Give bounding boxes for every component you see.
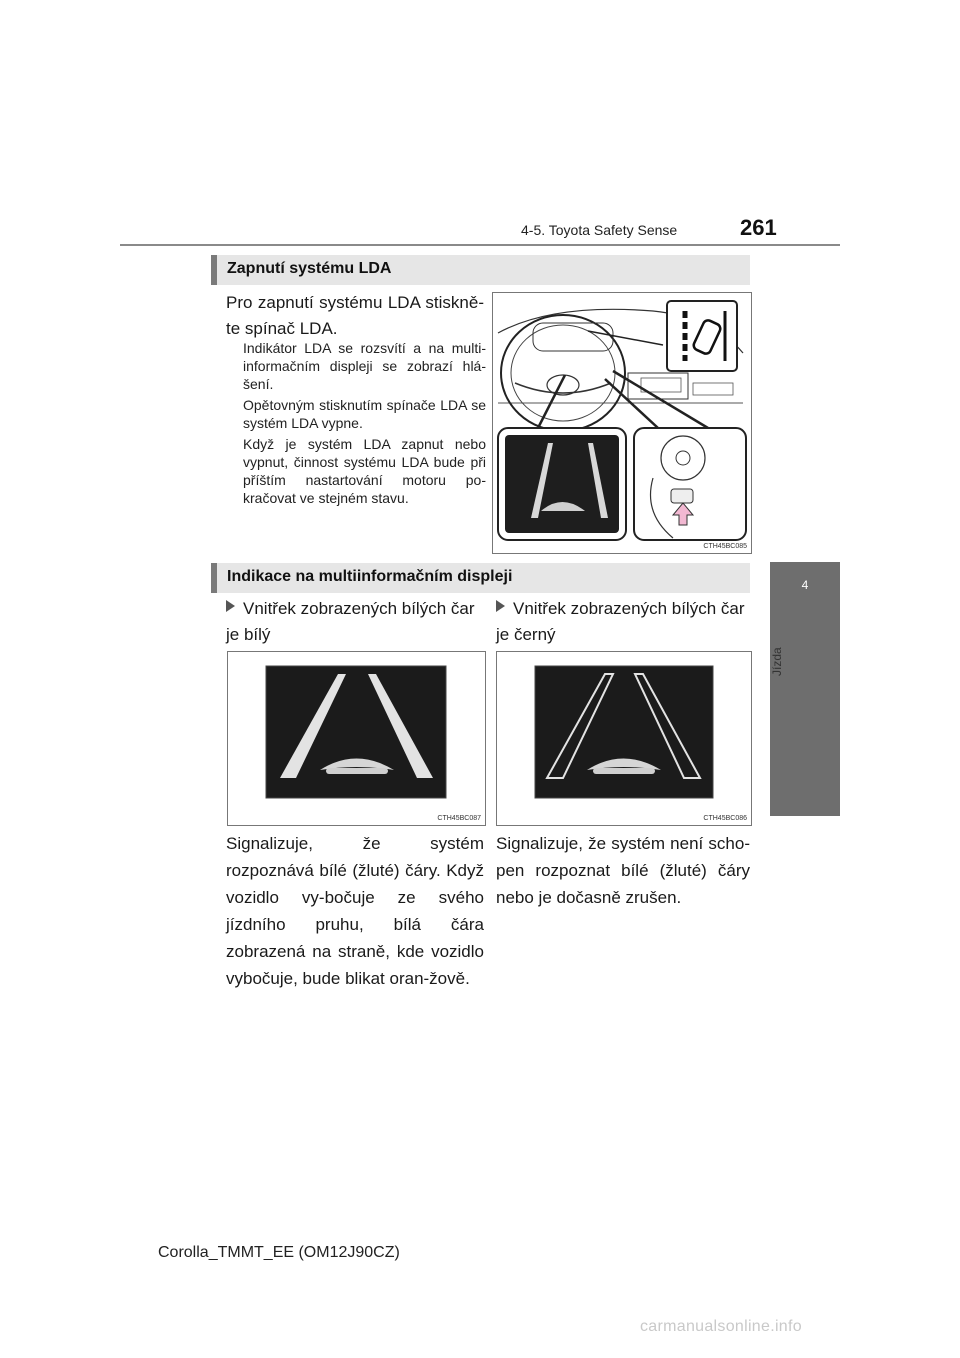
note-paragraph-3: Když je systém LDA zapnut nebo vypnut, činnost systému LDA bude při příštím nastartování motoru po-kračovat ve stejném stavu.: [243, 436, 486, 506]
running-header-section: 4-5. Toyota Safety Sense: [521, 222, 678, 238]
figure-white-lines: [227, 651, 486, 826]
chapter-tab-label: Jízda: [770, 647, 784, 677]
note-paragraph-1: Indikátor LDA se rozsvítí a na multi-informačním displeji se zobrazí hlá-šení.: [243, 340, 486, 392]
figure-black-lines: [496, 651, 752, 826]
figure-id: CTH45BC086: [703, 815, 747, 822]
chapter-tab-number: 4: [801, 578, 809, 592]
section-heading-text: Indikace na multiinformačním displeji: [227, 568, 513, 585]
intro-paragraph: Pro zapnutí systému LDA stiskně-te spínač LDA.: [226, 293, 484, 338]
bullet-heading-right-text: Vnitřek zobrazených bílých čar je černý: [496, 599, 745, 644]
triangle-bullet-icon: [226, 600, 235, 612]
section-heading-mid-display: [211, 563, 750, 593]
bullet-heading-left-text: Vnitřek zobrazených bílých čar je bílý: [226, 599, 475, 644]
header-rule: [120, 244, 840, 246]
dashboard-illustration: [493, 293, 751, 553]
triangle-bullet-icon: [496, 600, 505, 612]
description-right: Signalizuje, že systém není scho-pen rozpoznat bílé (žluté) čáry nebo je dočasně zrušen.: [496, 834, 750, 907]
note-paragraph-2: Opětovným stisknutím spínače LDA se systém LDA vypne.: [243, 397, 486, 431]
page-number: 261: [740, 215, 777, 240]
bullet-heading-right: [496, 596, 746, 648]
section-heading-text: Zapnutí systému LDA: [227, 260, 392, 277]
description-left: Signalizuje, že systém rozpoznává bílé (žluté) čáry. Když vozidlo vy-bočuje ze svého jízdního pruhu, bílá čára zobrazená na straně, kde vozidlo vybočuje, bude blikat oran-žově.: [226, 834, 484, 988]
figure-id: CTH45BC087: [437, 815, 481, 822]
figure-dashboard-lda-switch: [492, 292, 752, 554]
footer-manual-id: Corolla_TMMT_EE (OM12J90CZ): [158, 1244, 400, 1261]
figure-id: CTH45BC085: [703, 543, 747, 550]
bullet-heading-left: [226, 596, 476, 648]
section-heading-lda-on: [211, 255, 750, 285]
watermark: carmanualsonline.info: [640, 1318, 802, 1335]
